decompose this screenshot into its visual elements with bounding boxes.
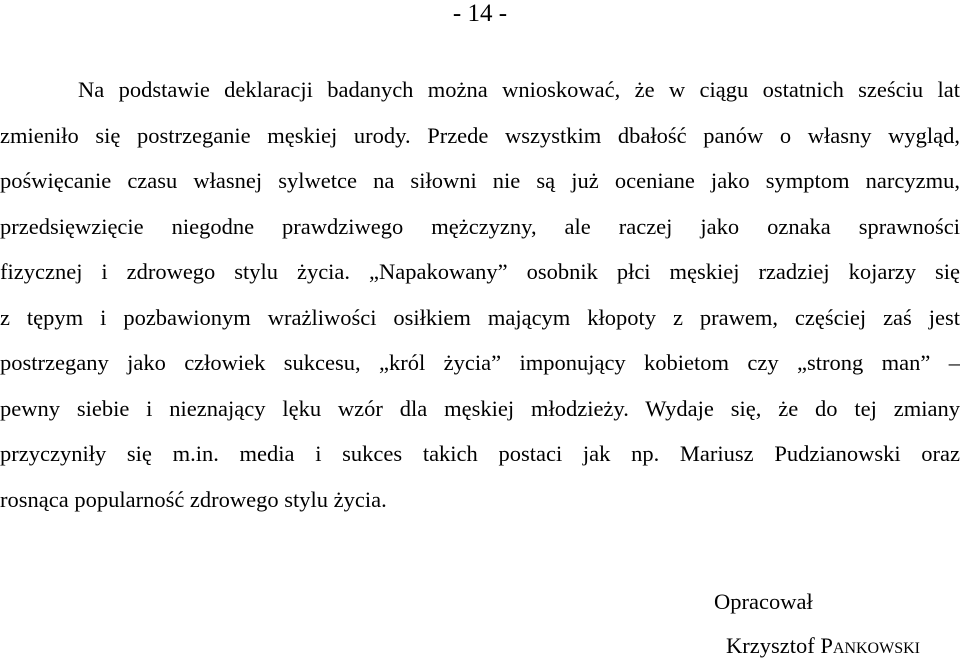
paragraph-line-6: z tępym i pozbawionym wrażliwości osiłkiem mającym kłopoty z prawem, częściej zaś jest [0,304,960,330]
signature-role: Opracował [714,589,813,614]
paragraph-line-10: rosnąca popularność zdrowego stylu życia. [0,486,387,512]
paragraph-line-3: poświęcanie czasu własnej sylwetce na siłowni nie są już oceniane jako symptom narcyzmu, [0,168,960,193]
paragraph-line-8: pewny siebie i nieznający lęku wzór dla męskiej młodzieży. Wydaje się, że do tej zmiany [0,395,960,421]
paragraph-line-5: fizycznej i zdrowego stylu życia. „Napakowany” osobnik płci męskiej rzadziej kojarzy się [0,259,960,284]
paragraph-line-4: przedsięwzięcie niegodne prawdziwego mężczyzny, ale raczej jako oznaka sprawności [0,213,960,239]
signature-last-name: Pankowski [820,633,920,658]
paragraph-line-9: przyczyniły się m.in. media i sukces takich postaci jak np. Mariusz Pudzianowski oraz [0,441,960,466]
paragraph-line-2: zmieniło się postrzeganie męskiej urody. Przede wszystkim dbałość panów o własny wygląd, [0,122,960,148]
paragraph-line-7: postrzegany jako człowiek sukcesu, „król życia” imponujący kobietom czy „strong man” – [0,350,960,375]
paragraph-line-1: Na podstawie deklaracji badanych można wnioskować, że w ciągu ostatnich sześciu lat [78,77,960,102]
body-paragraph [0,67,960,522]
signature-name [680,632,920,660]
page-number: - 14 - [452,0,508,27]
signature-first-name: Krzysztof [726,633,815,658]
